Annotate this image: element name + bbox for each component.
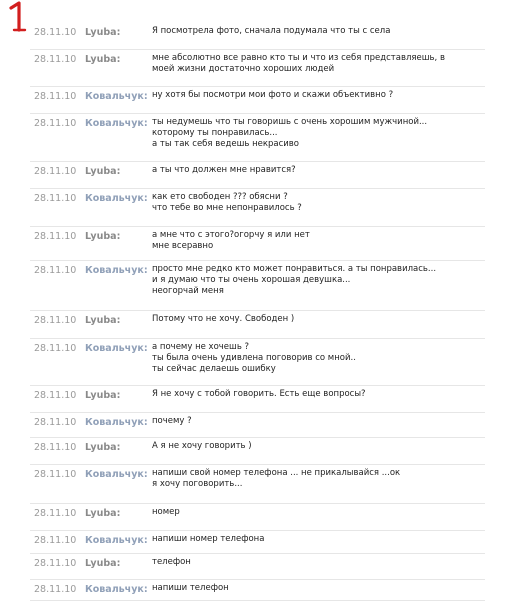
message-text	[152, 90, 482, 101]
message-text-line: что тебе во мне непонравилось ?	[152, 203, 302, 213]
message-text	[152, 53, 482, 75]
message-text	[152, 26, 482, 37]
message-date: 28.11.10	[34, 91, 77, 102]
message-row	[30, 310, 485, 339]
message-row	[30, 412, 485, 438]
message-text	[152, 583, 482, 594]
message-author-link[interactable]: Lyuba:	[85, 558, 121, 569]
message-author-link[interactable]: Lyuba:	[85, 166, 121, 177]
message-row	[30, 385, 485, 413]
message-text-line: которому ты понравилась...	[152, 128, 278, 138]
message-row	[30, 49, 485, 87]
message-author-link[interactable]: Ковальчук:	[85, 584, 148, 595]
message-author-link[interactable]: Ковальчук:	[85, 91, 148, 102]
message-date: 28.11.10	[34, 166, 77, 177]
message-row	[30, 503, 485, 531]
message-text-line: а почему не хочешь ?	[152, 342, 250, 352]
message-row	[30, 226, 485, 261]
message-text	[152, 468, 482, 490]
message-author-link[interactable]: Lyuba:	[85, 315, 121, 326]
message-text-line: Потому что не хочу. Свободен )	[152, 314, 295, 324]
message-text	[152, 230, 482, 252]
message-text	[152, 314, 482, 325]
message-date: 28.11.10	[34, 343, 77, 354]
message-author-link[interactable]: Lyuba:	[85, 27, 121, 38]
message-row	[30, 553, 485, 580]
message-text	[152, 507, 482, 518]
message-author-link[interactable]: Ковальчук:	[85, 417, 148, 428]
message-text	[152, 165, 482, 176]
message-date: 28.11.10	[34, 27, 77, 38]
message-row	[30, 188, 485, 227]
message-text	[152, 342, 482, 375]
message-text-line: Я не хочу с тобой говорить. Есть еще вопросы?	[152, 389, 366, 399]
message-date: 28.11.10	[34, 315, 77, 326]
message-row	[30, 338, 485, 386]
message-text-line: ты была очень удивлена поговорив со мной..	[152, 353, 356, 363]
message-text	[152, 441, 482, 452]
message-text-line: почему ?	[152, 416, 192, 426]
message-author-link[interactable]: Lyuba:	[85, 390, 121, 401]
message-text-line: напиши номер телефона	[152, 534, 265, 544]
message-row	[30, 579, 485, 601]
message-date: 28.11.10	[34, 118, 77, 129]
message-author-link[interactable]: Ковальчук:	[85, 118, 148, 129]
message-text-line: номер	[152, 507, 180, 517]
message-date: 28.11.10	[34, 417, 77, 428]
message-date: 28.11.10	[34, 558, 77, 569]
message-author-link[interactable]: Ковальчук:	[85, 265, 148, 276]
message-row	[30, 113, 485, 162]
message-date: 28.11.10	[34, 469, 77, 480]
message-text	[152, 557, 482, 568]
message-row	[30, 86, 485, 114]
message-text	[152, 117, 482, 150]
message-text-line: напиши свой номер телефона ... не прикалывайся ...ок	[152, 468, 401, 478]
message-row	[30, 260, 485, 311]
message-text-line: я хочу поговорить...	[152, 479, 243, 489]
message-date: 28.11.10	[34, 442, 77, 453]
message-text-line: телефон	[152, 557, 191, 567]
message-text-line: как ето свободен ??? обясни ?	[152, 192, 288, 202]
message-text-line: ты сейчас делаешь ошибку	[152, 364, 276, 374]
message-text-line: ты недумешь что ты говоришь с очень хорошим мужчиной...	[152, 117, 428, 127]
message-row	[30, 530, 485, 554]
message-text	[152, 389, 482, 400]
message-text-line: просто мне редко кто может понравиться. а ты понравилась...	[152, 264, 437, 274]
message-text-line: Я посмотрела фото, сначала подумала что ты с села	[152, 26, 391, 36]
message-text-line: мне всеравно	[152, 241, 214, 251]
message-text-line: А я не хочу говорить )	[152, 441, 252, 451]
message-date: 28.11.10	[34, 265, 77, 276]
message-text	[152, 264, 482, 297]
message-author-link[interactable]: Ковальчук:	[85, 193, 148, 204]
message-date: 28.11.10	[34, 193, 77, 204]
message-text	[152, 416, 482, 427]
message-row	[30, 22, 485, 50]
message-author-link[interactable]: Lyuba:	[85, 442, 121, 453]
message-text	[152, 192, 482, 214]
message-date: 28.11.10	[34, 54, 77, 65]
message-author-link[interactable]: Ковальчук:	[85, 469, 148, 480]
message-date: 28.11.10	[34, 231, 77, 242]
message-text-line: и я думаю что ты очень хорошая девушка...	[152, 275, 351, 285]
message-text-line: а ты так себя ведешь некрасиво	[152, 139, 299, 149]
message-text	[152, 534, 482, 545]
handwritten-number-one-mark	[6, 0, 32, 32]
message-row	[30, 464, 485, 504]
message-author-link[interactable]: Lyuba:	[85, 231, 121, 242]
message-date: 28.11.10	[34, 390, 77, 401]
message-date: 28.11.10	[34, 584, 77, 595]
message-date: 28.11.10	[34, 535, 77, 546]
message-author-link[interactable]: Ковальчук:	[85, 343, 148, 354]
message-author-link[interactable]: Lyuba:	[85, 54, 121, 65]
message-text-line: моей жизни достаточно хороших людей	[152, 64, 335, 74]
message-text-line: неогорчай меня	[152, 286, 224, 296]
message-author-link[interactable]: Ковальчук:	[85, 535, 148, 546]
message-text-line: напиши телефон	[152, 583, 229, 593]
message-date: 28.11.10	[34, 508, 77, 519]
message-text-line: а мне что с этого?огорчу я или нет	[152, 230, 310, 240]
message-row	[30, 437, 485, 465]
message-author-link[interactable]: Lyuba:	[85, 508, 121, 519]
message-text-line: мне абсолютно все равно кто ты и что из себя представляешь, в	[152, 53, 445, 63]
message-row	[30, 161, 485, 189]
message-text-line: а ты что должен мне нравится?	[152, 165, 296, 175]
message-text-line: ну хотя бы посмотри мои фото и скажи объективно ?	[152, 90, 394, 100]
